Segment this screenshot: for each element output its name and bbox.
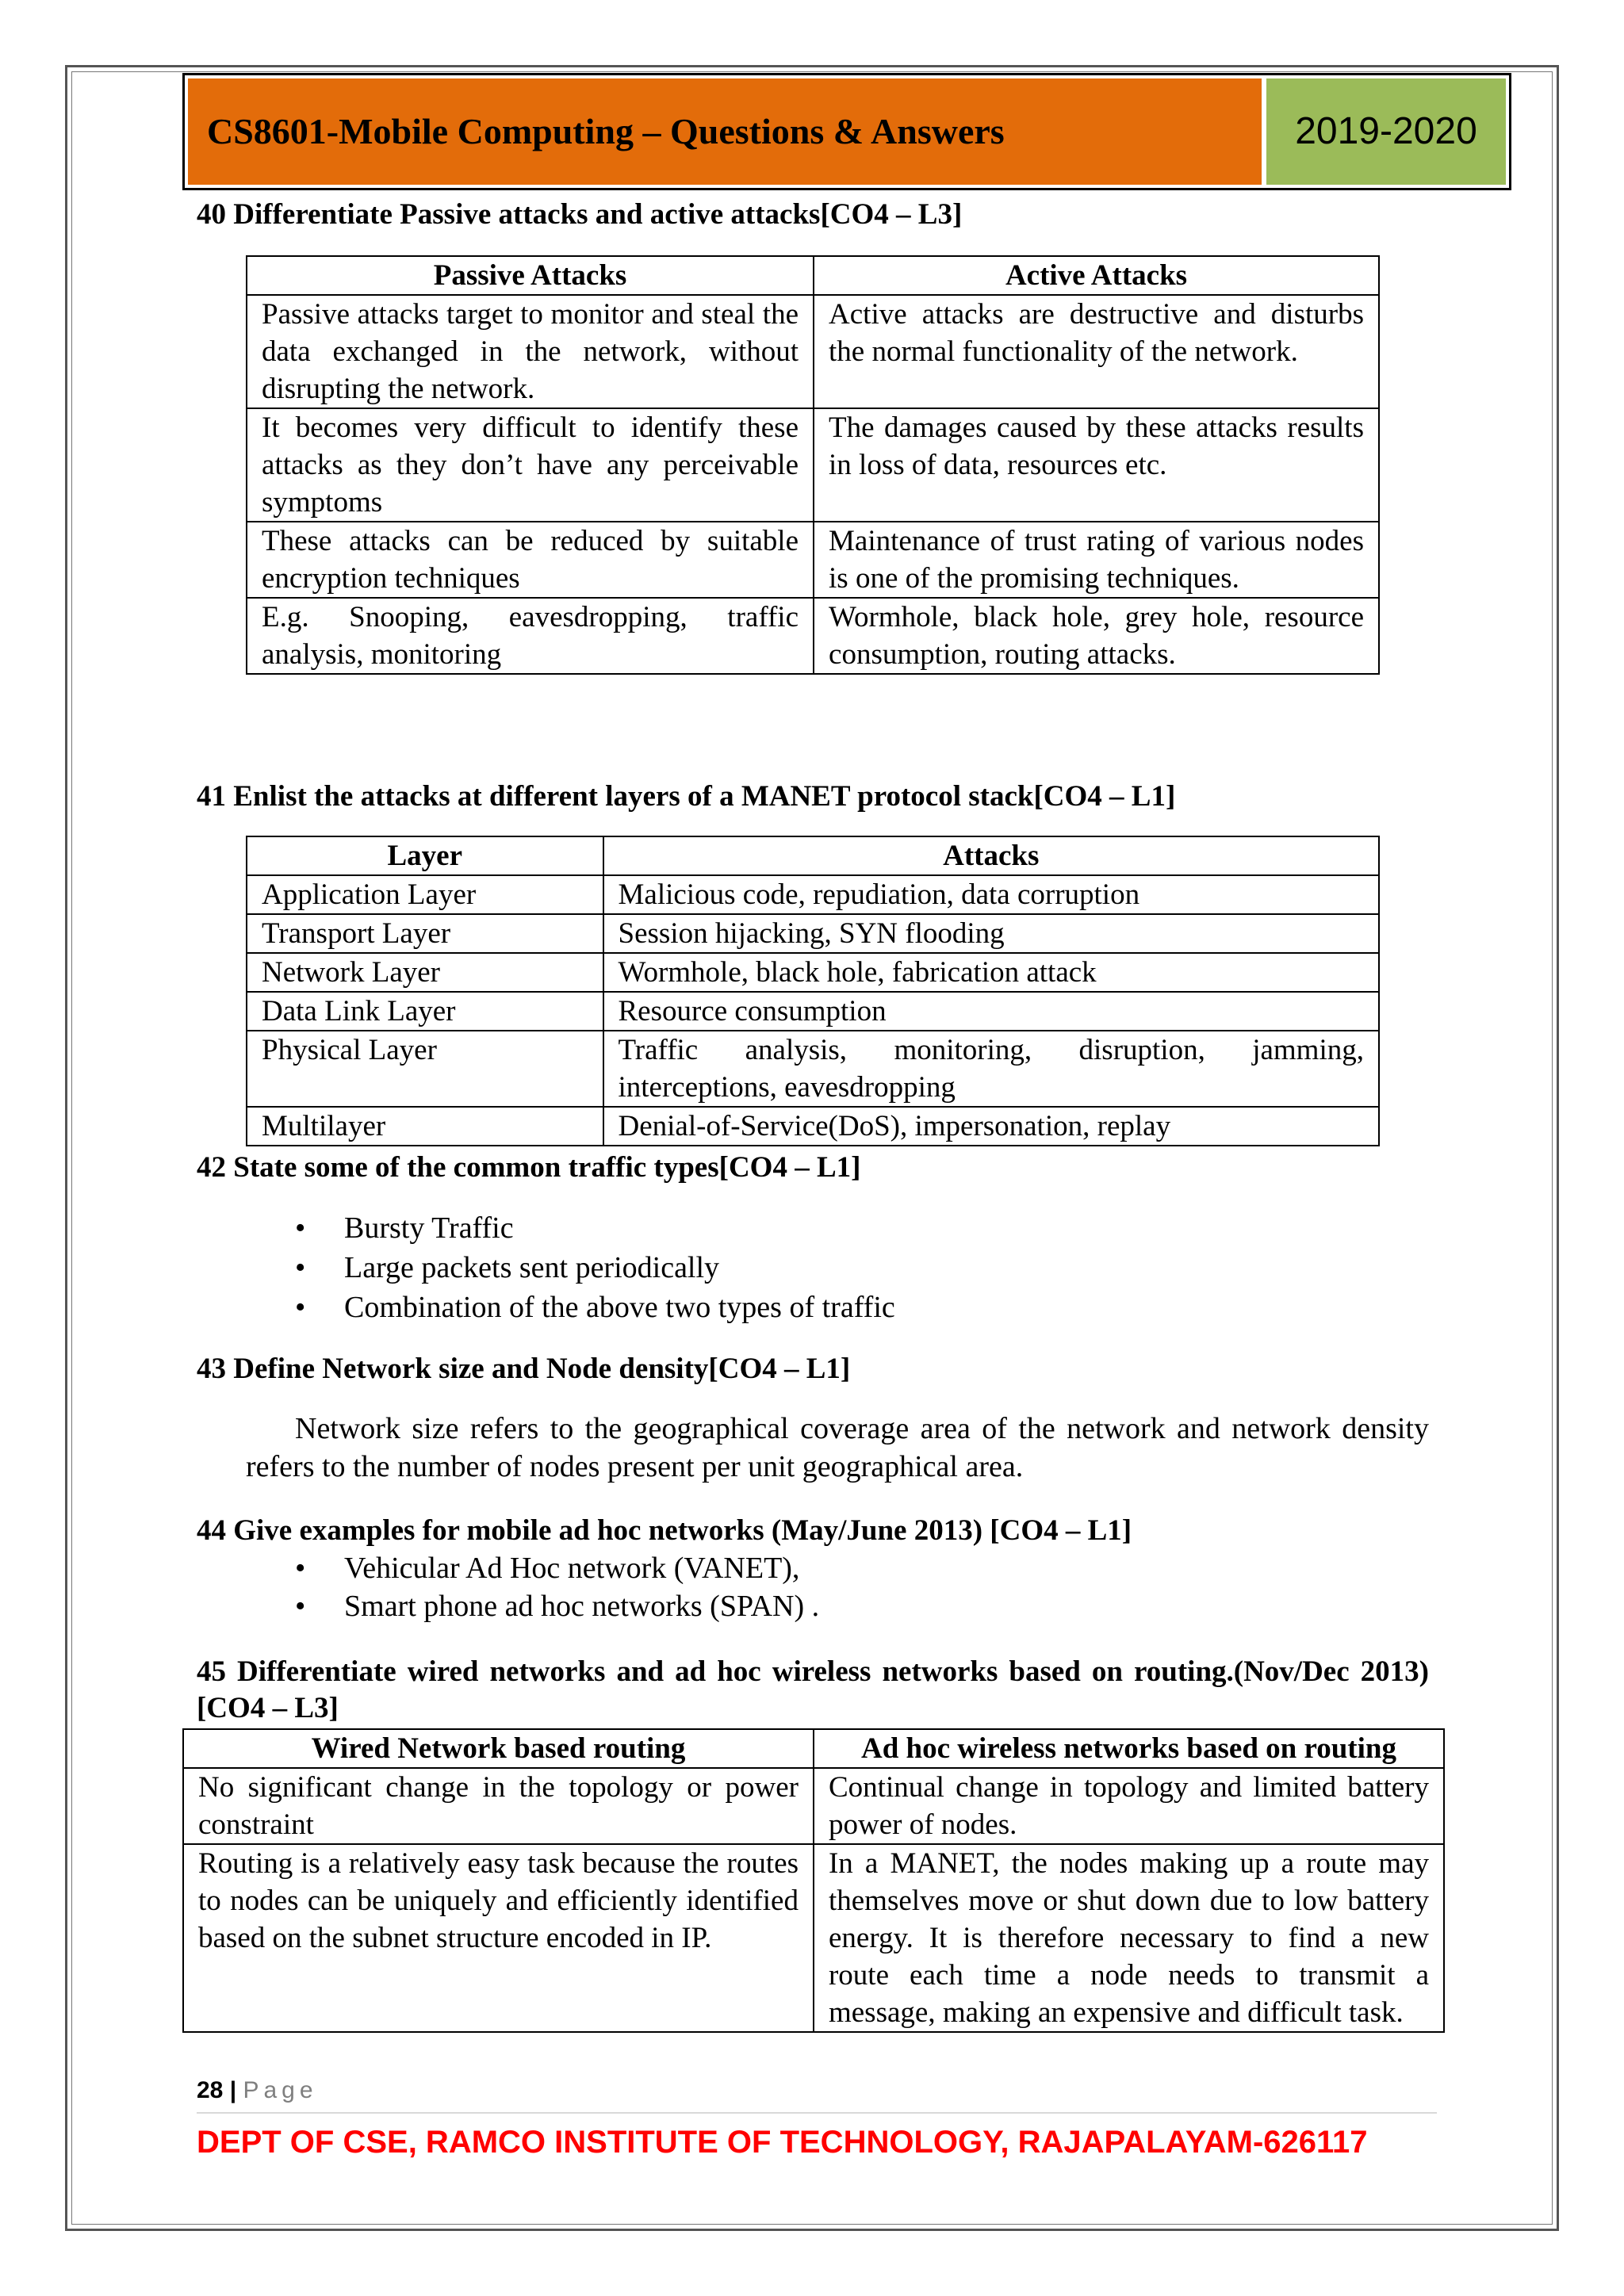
table-cell: Traffic analysis, monitoring, disruption, jamming, interceptions, eavesdropping <box>603 1031 1380 1107</box>
table-cell: Passive attacks target to monitor and steal the data exchanged in the network, without disrupting the network. <box>247 295 814 408</box>
table-cell: In a MANET, the nodes making up a route may themselves move or shut down due to low battery energy. It is therefore necessary to find a new route each time a node needs to transmit a message, making an expensive and difficult task. <box>814 1844 1444 2032</box>
table-cell: E.g. Snooping, eavesdropping, traffic analysis, monitoring <box>247 598 814 674</box>
table-cell: The damages caused by these attacks results in loss of data, resources etc. <box>814 408 1379 522</box>
table-cell: Resource consumption <box>603 992 1380 1031</box>
q41-heading: 41 Enlist the attacks at different layers of a MANET protocol stack[CO4 – L1] <box>197 780 1176 813</box>
page-number-value: 28 <box>197 2077 224 2103</box>
table-header-row <box>183 1729 1444 1768</box>
q42-heading: 42 State some of the common traffic types[CO4 – L1] <box>197 1151 861 1184</box>
table-cell: Denial-of-Service(DoS), impersonation, replay <box>603 1107 1380 1146</box>
bullet-icon: • <box>295 1291 306 1324</box>
list-item <box>295 1288 895 1327</box>
page-number <box>197 2077 318 2104</box>
column-header: Ad hoc wireless networks based on routing <box>814 1729 1444 1768</box>
table-row <box>247 598 1379 674</box>
column-header: Layer <box>247 836 603 875</box>
table-cell: Data Link Layer <box>247 992 603 1031</box>
table-cell: It becomes very difficult to identify these attacks as they don’t have any perceivable symptoms <box>247 408 814 522</box>
table-cell: Multilayer <box>247 1107 603 1146</box>
table-header-row <box>247 836 1379 875</box>
table-row <box>247 1107 1379 1146</box>
q40-table <box>246 255 1380 675</box>
table-row <box>247 953 1379 992</box>
footer-divider <box>197 2112 1437 2114</box>
header-title: CS8601-Mobile Computing – Questions & Answers <box>188 78 1262 185</box>
table-cell: Application Layer <box>247 875 603 914</box>
table-row <box>247 408 1379 522</box>
page-header <box>182 73 1511 190</box>
page-number-separator: | <box>229 2077 237 2103</box>
table-row <box>247 914 1379 953</box>
table-header-row <box>247 256 1379 295</box>
table-row <box>247 992 1379 1031</box>
bullet-icon: • <box>295 1590 306 1623</box>
column-header: Wired Network based routing <box>183 1729 814 1768</box>
table-row <box>247 1031 1379 1107</box>
bullet-icon: • <box>295 1211 306 1245</box>
table-cell: Session hijacking, SYN flooding <box>603 914 1380 953</box>
table-cell: Physical Layer <box>247 1031 603 1107</box>
table-cell: Wormhole, black hole, fabrication attack <box>603 953 1380 992</box>
list-item <box>295 1248 895 1288</box>
table-cell: No significant change in the topology or power constraint <box>183 1768 814 1844</box>
table-cell: Wormhole, black hole, grey hole, resource consumption, routing attacks. <box>814 598 1379 674</box>
column-header: Passive Attacks <box>247 256 814 295</box>
table-cell: Maintenance of trust rating of various nodes is one of the promising techniques. <box>814 522 1379 598</box>
q44-heading: 44 Give examples for mobile ad hoc networks (May/June 2013) [CO4 – L1] <box>197 1514 1132 1547</box>
table-row <box>247 295 1379 408</box>
q43-paragraph: Network size refers to the geographical coverage area of the network and network density refers to the number of nodes present per unit geographical area. <box>246 1412 1429 1483</box>
table-cell: Transport Layer <box>247 914 603 953</box>
table-cell: Malicious code, repudiation, data corruption <box>603 875 1380 914</box>
table-cell: Network Layer <box>247 953 603 992</box>
list-item-text: Vehicular Ad Hoc network (VANET), <box>344 1552 800 1585</box>
q44-list <box>295 1549 820 1625</box>
list-item <box>295 1587 820 1625</box>
bullet-icon: • <box>295 1251 306 1284</box>
list-item <box>295 1208 895 1248</box>
q42-list <box>295 1208 895 1327</box>
list-item-text: Large packets sent periodically <box>344 1251 720 1284</box>
q40-heading: 40 Differentiate Passive attacks and active attacks[CO4 – L3] <box>197 198 963 231</box>
q45-heading: 45 Differentiate wired networks and ad hoc wireless networks based on routing.(Nov/Dec 2013) [CO4 – L3] <box>197 1655 1429 1724</box>
bullet-icon: • <box>295 1552 306 1585</box>
table-cell: Continual change in topology and limited battery power of nodes. <box>814 1768 1444 1844</box>
list-item <box>295 1549 819 1587</box>
footer-department: DEPT OF CSE, RAMCO INSTITUTE OF TECHNOLOGY, RAJAPALAYAM-626117 <box>197 2125 1368 2160</box>
list-item-text: Combination of the above two types of traffic <box>344 1291 895 1324</box>
table-cell: Routing is a relatively easy task because the routes to nodes can be uniquely and efficiently identified based on the subnet structure encoded in IP. <box>183 1844 814 2032</box>
table-row <box>247 522 1379 598</box>
list-item-text: Smart phone ad hoc networks (SPAN) . <box>344 1590 820 1623</box>
list-item-text: Bursty Traffic <box>344 1211 514 1245</box>
column-header: Attacks <box>603 836 1380 875</box>
column-header: Active Attacks <box>814 256 1379 295</box>
table-cell: These attacks can be reduced by suitable encryption techniques <box>247 522 814 598</box>
page-label: Page <box>243 2077 318 2103</box>
q45-table <box>182 1728 1445 2033</box>
table-cell: Active attacks are destructive and disturbs the normal functionality of the network. <box>814 295 1379 408</box>
table-row <box>247 875 1379 914</box>
header-year: 2019-2020 <box>1266 78 1506 185</box>
q41-table <box>246 836 1380 1146</box>
table-row <box>183 1768 1444 1844</box>
table-row <box>183 1844 1444 2032</box>
q43-heading: 43 Define Network size and Node density[CO4 – L1] <box>197 1353 851 1385</box>
